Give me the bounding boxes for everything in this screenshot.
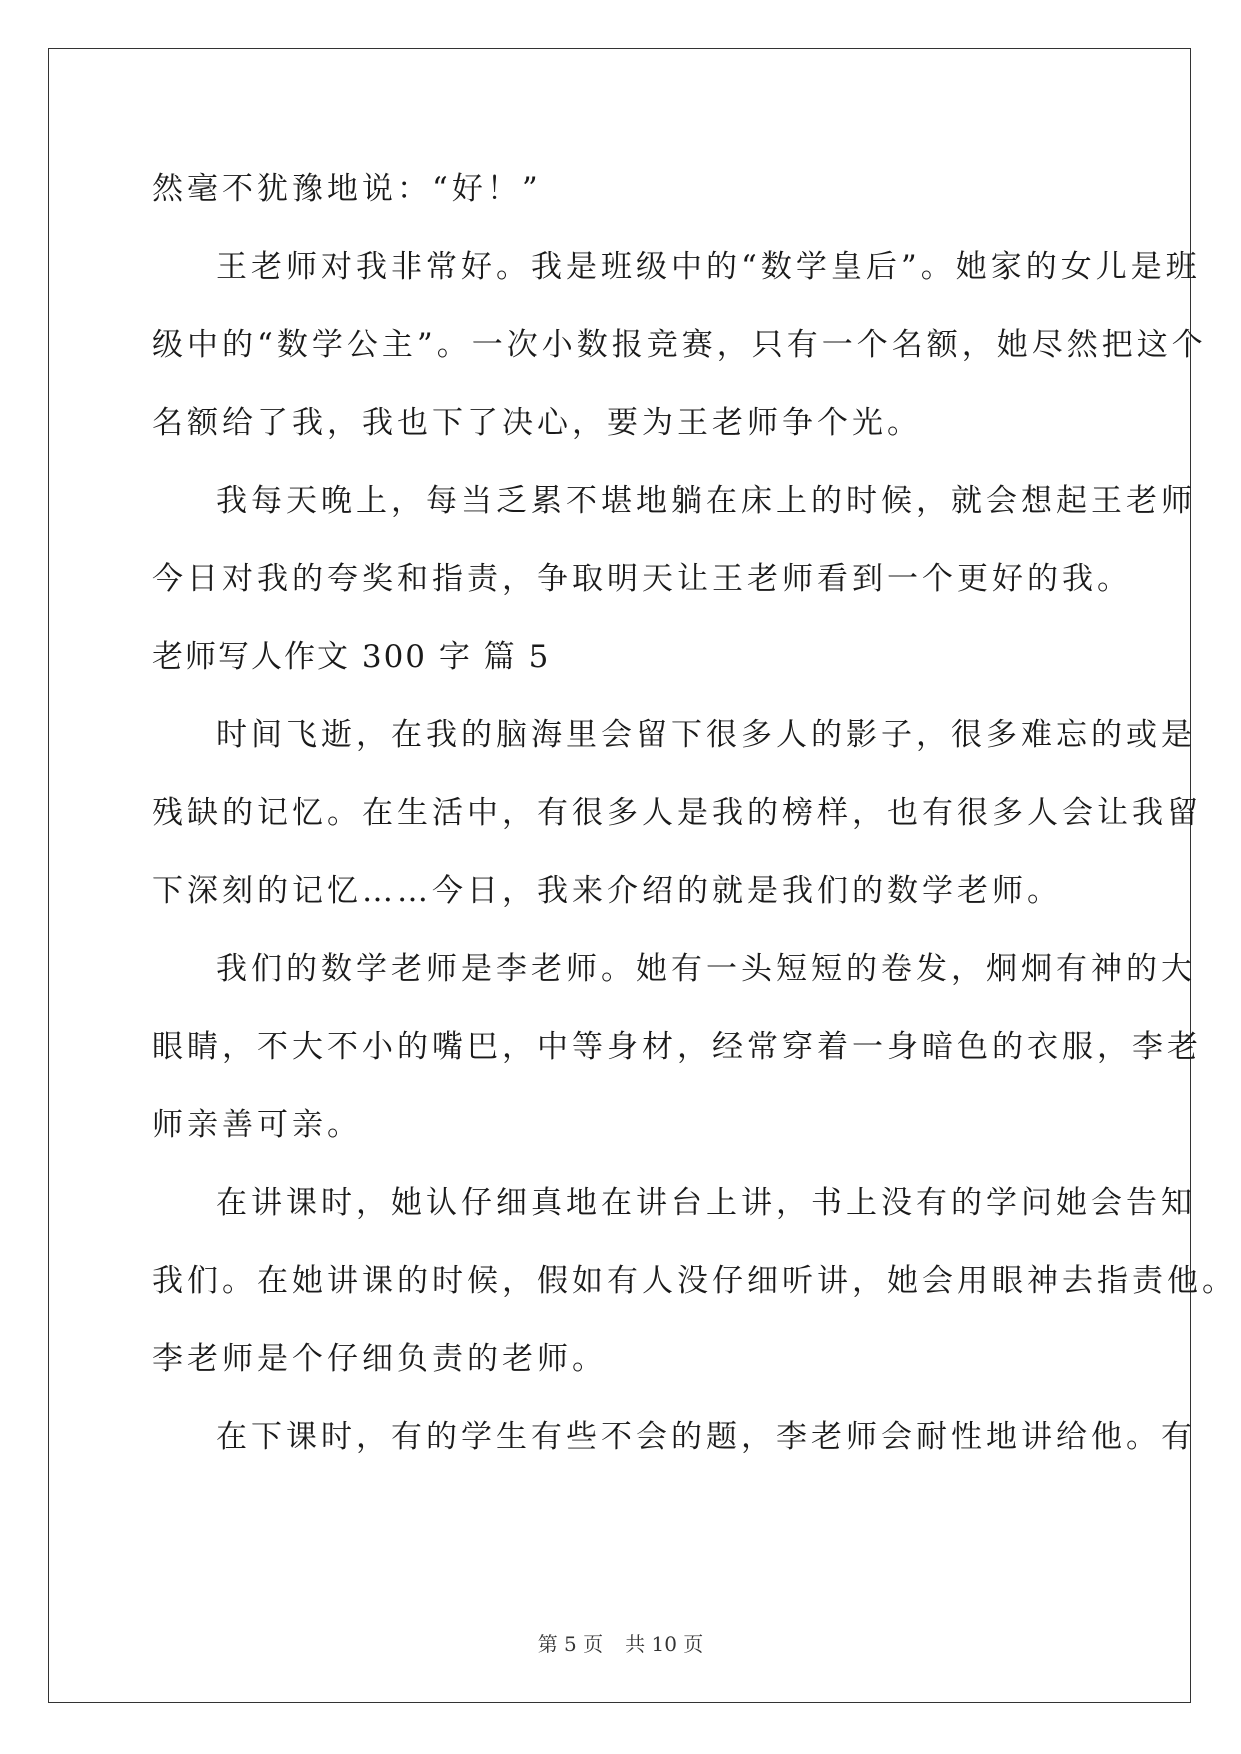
paragraph-start-line: 在讲课时，她认仔细真地在讲台上讲，书上没有的学问她会告知 (216, 1185, 1196, 1221)
total-pages: 共 10 页 (625, 1632, 704, 1656)
text-line: 然毫不犹豫地说：“好！” (152, 171, 542, 207)
text-line: 今日对我的夸奖和指责，争取明天让王老师看到一个更好的我。 (152, 561, 1132, 597)
text-line: 残缺的记忆。在生活中，有很多人是我的榜样，也有很多人会让我留 (152, 795, 1202, 831)
text-line: 眼睛，不大不小的嘴巴，中等身材，经常穿着一身暗色的衣服，李老 (152, 1029, 1202, 1065)
paragraph-start-line: 我每天晚上，每当乏累不堪地躺在床上的时候，就会想起王老师 (216, 483, 1196, 519)
paragraph-start-line: 在下课时，有的学生有些不会的题，李老师会耐性地讲给他。有 (216, 1419, 1196, 1455)
text-line: 下深刻的记忆……今日，我来介绍的就是我们的数学老师。 (152, 873, 1062, 909)
document-body (152, 150, 1237, 1476)
text-line: 师亲善可亲。 (152, 1107, 362, 1143)
text-line: 我们。在她讲课的时候，假如有人没仔细听讲，她会用眼神去指责他。 (152, 1263, 1237, 1299)
paragraph-start-line: 我们的数学老师是李老师。她有一头短短的卷发，炯炯有神的大 (216, 951, 1196, 987)
page-number: 第 5 页 (537, 1632, 604, 1656)
text-line: 级中的“数学公主”。一次小数报竞赛，只有一个名额，她尽然把这个 (152, 327, 1207, 363)
paragraph-start-line: 时间飞逝，在我的脑海里会留下很多人的影子，很多难忘的或是 (216, 717, 1196, 753)
page-footer (0, 1628, 1241, 1657)
section-heading: 老师写人作文 300 字 篇 5 (152, 639, 551, 675)
text-line: 名额给了我，我也下了决心，要为王老师争个光。 (152, 405, 922, 441)
text-line: 李老师是个仔细负责的老师。 (152, 1341, 607, 1377)
paragraph-start-line: 王老师对我非常好。我是班级中的“数学皇后”。她家的女儿是班 (216, 249, 1201, 285)
